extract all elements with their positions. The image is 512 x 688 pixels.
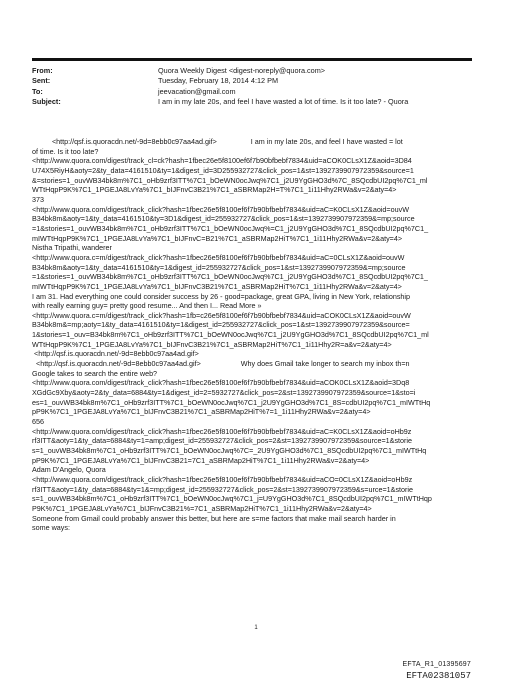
body-line: B34bk8m&aoty=1&ty_data=4161510&ty=1&digest_id=255932727&click_pos=1&st=1392739907972359&=mp;source [32, 262, 406, 272]
body-line: B34bk8m&aoty=1&ty_data=4161510&ty=3D1&digest_id=255932727&click_pos=1&st=1392739907972359&=mp;source [32, 214, 415, 224]
from-value: Quora Weekly Digest <digest-noreply@quora.com> [158, 66, 326, 75]
body-line: es=1_ouvWB34bk8m%7C1_oHb9zrf3ITT%7C1_bOeWN0ocJwq%7C1_j2U9YgGHO3d%7C1_8S=cdbUI2pq%7C1_mIWTtHq [32, 397, 431, 407]
body-line: rf3ITT&aoty=1&ty_data=6884&ty=1=amp;digest_id=255932727&click_pos=2&st=1392739907972359&source=1&storie [32, 436, 413, 446]
body-line: of time. Is it too late? [32, 146, 99, 156]
body-line: I am 31. Had everything one could consider success by 26 - good=package, great GPA, living in New York, relationship [32, 291, 411, 301]
body-line: Adam D'Angelo, Quora [32, 465, 106, 475]
body-line: 656 [32, 417, 44, 427]
body-line: WTtHqpP9K%7C1_1PGEJA8LvYa%7C1_bIJFnvC3B21%7C1_aSBRMap2H=T%7C1_1i11Hhy2RWa&v=2&aty=4> [32, 185, 397, 195]
body-line: some ways: [32, 523, 70, 533]
body-line: <http://www.quora.com/digest/track_click?hash=1fbec26e5f8100ef6f7b90bfbebf7834&uid=aCOK0CLsX1Z&aoid=3Dq8 [32, 378, 410, 388]
body-line: 1&stories=1_ouv=B34bk8m%7C1_oHb9zrf3ITT%7C1_bOeWN0ocJwq%7C1_j2U9YgGHO3d%7C1_8SQcdbUI2pq%7C1_ml [32, 330, 429, 340]
from-row [32, 66, 482, 76]
efta-reference-small: EFTA_R1_01395697 [402, 661, 471, 668]
body-line: WTtHqpP9K%7C1_1PGEJA8LvYa%7C1_bIJFnvC3B21%7C1_aSBRMap2HiT%7C1_1i11Hhy2R=a&v=2&aty=4> [32, 339, 392, 349]
email-header [32, 66, 482, 108]
page-number: 1 [254, 625, 258, 631]
body-line: <http://qsf.is.quoracdn.net/-9d=8ebb0c97aa4ad.gif> I am in my late 20s, and feel I have wasted = lot [32, 137, 403, 146]
efta-reference-large: EFTA02381057 [406, 671, 471, 681]
body-line: with really earning guy= pretty good resume... And then I... Read More » [32, 301, 262, 311]
body-line: pP9K%7C1_1PGEJA8LvYa%7C1_bIJFnvC3B21=7C1_aSBRMap2HiT%7C1_1i11Hhy2RWa&v=2&aty=4> [32, 455, 370, 465]
body-line: <http://www.quora.com/digest/track_click?hash=1fbec26e5f8100ef6f7b90bfbebf7834&uid=aC=K0CLsX1Z&aoid=ouvW [32, 204, 409, 214]
body-line: <http://www.quora.c=m/digest/track_click?hash=1fbec26e5f8100ef6f7b90bfbebf7834&uid=aC=0CLsX1Z&aoid=ouvW [32, 252, 405, 262]
sent-value: Tuesday, February 18, 2014 4:12 PM [158, 76, 279, 86]
body-line: 373 [32, 194, 44, 204]
body-line: <http://qsf.is.quoracdn.net/-9d=8ebb0c97aa4ad.gif> [32, 349, 199, 359]
to-row [32, 87, 482, 97]
from-label: From: [32, 66, 53, 75]
subject-value: I am in my late 20s, and feel I have wasted a lot of time. Is it too late? - Quora [158, 97, 409, 107]
email-body [32, 137, 478, 533]
sent-label: Sent: [32, 76, 51, 86]
body-line: rf3ITT&aoty=1&ty_data=6884&ty=1&=mp;digest_id=255932727&click_pos=2&st=1392739907972359&s=urce=1&storie [32, 484, 414, 494]
body-line: <http://www.quora.com/digest/track_click?hash=1fbec26e5f8100ef6f7b90bfbebf7834&uid=aC=K0CLsX1Z&aoid=oHb9z [32, 426, 412, 436]
header-rule [32, 58, 472, 61]
body-line: <http://www.quora.com/digest/track_click?hash=1fbec26e5f8100ef6f7b90bfbebf7834&uid=aCO=0CLsX1Z&aoid=oHb9z [32, 474, 413, 484]
sent-row [32, 76, 482, 86]
body-line: s=1_ouvWB34bk8m%7C1_oHb9zrf3ITT%7C1_bOeWN0ocJwq%7C=_2U9YgGHO3d%7C1_8SQcdbUI2pq%7C1_mIWTtHq [32, 446, 427, 455]
body-line: Google takes to search the entire web? [32, 368, 158, 378]
subject-label: Subject: [32, 97, 61, 107]
body-line: B34bk8m&=mp;aoty=1&ty_data=4161510&ty=1&digest_id=255932727&click_pos=1&st=1392739907972359&source= [32, 320, 410, 330]
to-value: jeevacation@gmail.com [158, 86, 236, 96]
subject-row [32, 97, 482, 107]
body-line: U74X5RiyH&aoty=2&ty_data=4161510&ty=1&digest_id=3D255932727&click_pos=1&st=1392739907972359&source=1 [32, 165, 414, 175]
body-line: mIWTtHqpP9K%7C1_1PGEJA8LvYa%7C1_bIJFnvC=B21%7C1_aSBRMap2HiT%7C1_1i11Hhy2RWa&v=2&aty=4> [32, 233, 403, 243]
body-line: pP9K%7C1_1PGEJA8LvYa%7C1_bIJFnvC3B21%7C1_aSBRMap2HiT%7=1_1i11Hhy2RWa&v=2&aty=4> [32, 407, 371, 417]
body-line: mIWTtHqpP9K%7C1_1PGEJA8LvYa%7C1_bIJFnvC3B21%7C1_aSBRMap2HiT%7C1_1i11Hhy2RWa&v=2&aty=4> [32, 281, 402, 291]
body-line: =1&stories=1_ouvWB34bk8m%7C1_oHb9zrf3ITT%7C1_bOeWN0ocJwq%=C1_j2U9YgGHO3d%7C1_8SQcdbUI2pq%7C1_ [32, 223, 429, 233]
body-line: XGdGc9Xby&aoty=2&ty_data=6884&ty=1&digest_id=2=5932727&click_pos=2&st=1392739907972359&source=1&sto=i [32, 388, 416, 398]
to-label: To: [32, 86, 43, 96]
body-line: Nistha Tripathi, wanderer [32, 243, 112, 253]
body-line: s=1_ouvWB34bk8m%7C1_oHb9zrf3ITT%7C1_bOeWN0ocJwq%7C1_j=U9YgGHO3d%7C1_8SQcdbUI2pq%7C1_mIWTtHqp [32, 494, 432, 504]
body-line: =1&stories=1_ouvWB34bk8m%7C1_oHb9zrf3ITT%7C1_bOeWN0ocJwq%7C1_j2U9YgGHO3d%7C1_8SQcdbUI2pq%7C1_ [32, 272, 428, 282]
body-line: P9K%7C1_1PGEJA8LvYa%7C1_bIJFnvC3B21%=7C1_aSBRMap2HiT%7C1_1i11Hhy2RWa&v=2&aty=4> [32, 503, 372, 513]
body-line: <http://qsf.is.quoracdn.net/-9d=8ebb0c97aa4ad.gif> Why does Gmail take longer to search my inbox th=n [32, 359, 410, 369]
body-line: <http://www.quora.c=m/digest/track_click?hash=1fb=c26e5f8100ef6f7b90bfbebf7834&uid=aCOK0CLsX1Z&aoid=ouvW [32, 310, 411, 320]
body-line: <http://www.quora.com/digest/track_cl=ck?hash=1fbec26e5f8100ef6f7b90bfbebf7834&uid=aCOK0CLsX1Z&aoid=3D84 [32, 156, 412, 166]
body-line: Someone from Gmail could probably answer this better, but here are s=me factors that make mail search harder in [32, 513, 396, 523]
body-line: &=stories=1_ouvWB34bk8m%7C1_oHb9zrf3ITT%7C1_bOeWN0ocJwq%7C1_j2U9YgGHO3d%7C_8SQcdbUI2pq%7C1_ml [32, 175, 428, 185]
